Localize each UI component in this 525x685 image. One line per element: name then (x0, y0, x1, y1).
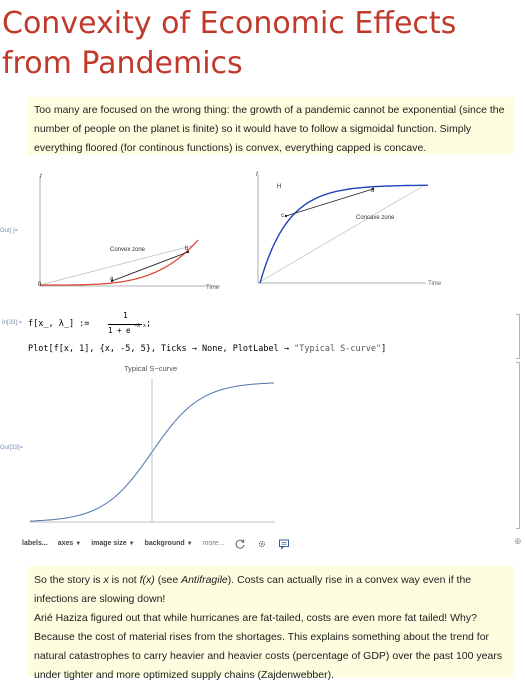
scurve-plot[interactable] (28, 360, 278, 530)
labels-button[interactable]: labels... (22, 540, 48, 547)
story-line-2: Arié Haziza figured out that while hurricanes are fat-tailed, costs are even more fat tailed! Why? Because the cost of material rises from the shortages. This explains something about the trend for natural catastrophes to carry heavier and heavier costs (percentage of GDP) over the past 100 years under tighter and more optimized supply chains (Zajdenwebber). (34, 612, 503, 681)
comment-icon[interactable] (278, 538, 290, 550)
scurve-plot-label: Typical S−curve (124, 364, 178, 373)
code-denominator: 1 + e (108, 326, 131, 335)
story-text-g: ). Costs can actually rise in a convex way even if the infections are slowing down! (34, 574, 472, 605)
convex-time-label: Time (206, 285, 220, 291)
convex-f-label: f (40, 174, 42, 180)
axes-dropdown-icon: ▼ (75, 540, 82, 547)
gear-icon[interactable] (256, 538, 268, 550)
story-text-a: So the story is (34, 574, 104, 586)
refresh-icon[interactable] (234, 538, 246, 550)
concave-plot (248, 168, 453, 293)
cell-insert-icon[interactable]: ⊕ (514, 536, 522, 546)
convex-plot (30, 170, 230, 295)
convex-a-label: a (110, 276, 114, 282)
story-line-1 (34, 571, 508, 609)
code-def-lhs: f[x_, λ_] := (28, 319, 90, 329)
code-exponent: −λ x (134, 323, 147, 329)
code-numerator: 1 (123, 311, 128, 320)
axes-label: axes (57, 540, 74, 547)
story-note (28, 566, 514, 681)
concave-zone-label: Concave zone (356, 215, 395, 221)
page-title: Convexity of Economic Effects from Pandemics (2, 6, 457, 81)
background-dropdown-icon: ▼ (186, 540, 193, 547)
out-label: Out[ ]= (0, 228, 19, 234)
image-size-dropdown-icon: ▼ (128, 540, 135, 547)
code-plot-close: ] (381, 344, 387, 354)
story-text-e: (see (154, 574, 182, 586)
code-definition[interactable] (28, 311, 328, 341)
axes-button[interactable] (58, 540, 82, 547)
story-text-x: x (103, 574, 109, 586)
background-button[interactable] (145, 540, 193, 547)
more-button[interactable]: more... (202, 540, 225, 547)
concave-chord-light (258, 186, 423, 283)
concave-f-label: f (256, 172, 258, 178)
story-text-c: is not (108, 574, 140, 586)
concave-time-label: Time (428, 281, 442, 287)
background-label: background (144, 540, 185, 547)
output-cell-bracket[interactable] (516, 362, 520, 529)
in-label: In[33]:= (2, 320, 23, 326)
concave-d-label: d (371, 188, 375, 194)
convex-zone-label: Convex zone (110, 247, 146, 253)
concave-c-label: c (281, 213, 284, 219)
input-cell-bracket[interactable] (516, 314, 520, 359)
code-semicolon: ; (146, 319, 152, 329)
convex-b-label: b (185, 246, 189, 252)
plot-toolbar (22, 534, 490, 553)
convex-zero-label: 0 (38, 282, 42, 288)
intro-text: Too many are focused on the wrong thing: the growth of a pandemic cannot be exponential (since the number of people on the planet is finite) so it would have to follow a sigmoidal function. Simply everything floored (for continous functions) is convex, everything capped is concave. (34, 104, 505, 154)
code-plot-line[interactable] (28, 344, 386, 354)
code-plot-label-string: "Typical S-curve" (294, 344, 382, 354)
code-plot-call: Plot[f[x, 1], {x, -5, 5}, Ticks → None, PlotLabel → (28, 344, 295, 354)
story-text-antifragile: Antifragile (181, 574, 228, 586)
image-size-button[interactable] (91, 540, 134, 547)
concave-h-label: H (277, 184, 282, 190)
out33-label: Out[33]= (0, 445, 24, 451)
concave-point-c (285, 215, 287, 217)
image-size-label: image size (91, 540, 127, 547)
story-text-fx: f(x) (139, 574, 155, 586)
intro-note (28, 97, 514, 155)
concave-curve (260, 185, 428, 283)
